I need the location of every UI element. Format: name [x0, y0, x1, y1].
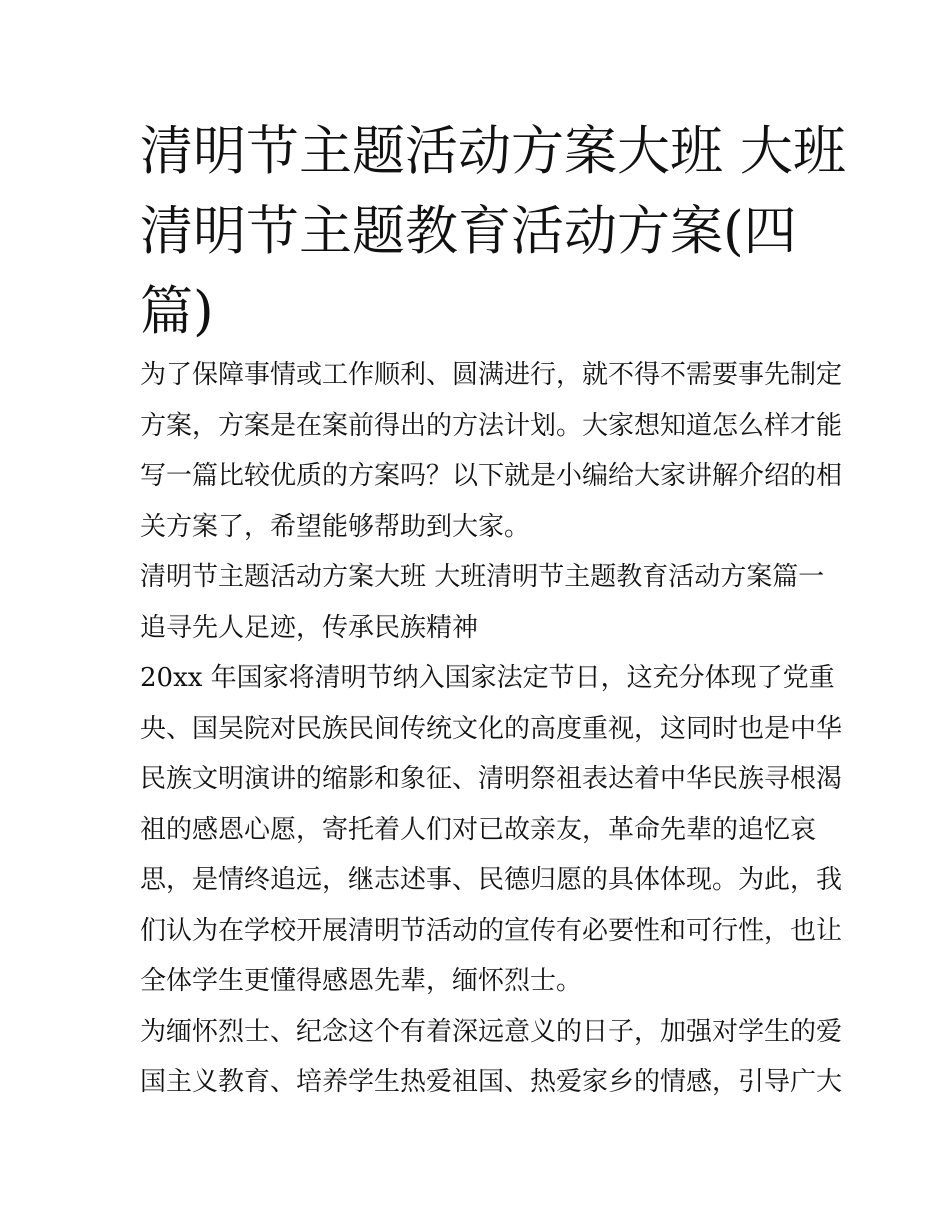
body-line: 方案，方案是在案前得出的方法计划。大家想知道怎么样才能	[140, 410, 843, 441]
document-body	[140, 350, 843, 1108]
body-line: 民族文明演讲的缩影和象征、清明祭祖表达着中华民族寻根渴	[140, 764, 843, 794]
body-line: 追寻先人足迹，传承民族精神	[140, 612, 479, 643]
title-line: 清明节主题活动方案大班 大班	[140, 121, 846, 182]
body-line: 祖的感恩心愿，寄托着人们对已故亲友，革命先辈的追忆哀	[140, 814, 817, 845]
body-line: 全体学生更懂得感恩先辈，缅怀烈士。	[140, 966, 583, 996]
body-line: 写一篇比较优质的方案吗？以下就是小编给大家讲解介绍的相	[140, 461, 843, 491]
body-line: 国主义教育、培养学生热爱祖国、热爱家乡的情感，引导广大	[140, 1067, 843, 1097]
body-line: 为缅怀烈士、纪念这个有着深远意义的日子，加强对学生的爱	[140, 1016, 843, 1047]
body-line: 思，是情终追远，继志述事、民德归愿的具体体现。为此，我	[140, 865, 843, 895]
body-line: 20xx 年国家将清明节纳入国家法定节日，这充分体现了党重	[140, 663, 835, 693]
title-line: 清明节主题教育活动方案(四	[140, 201, 797, 262]
body-line: 关方案了，希望能够帮助到大家。	[140, 511, 531, 542]
body-line: 央、国吴院对民族民间传统文化的高度重视，这同时也是中华	[140, 713, 843, 744]
body-line: 们认为在学校开展清明节活动的宣传有必要性和可行性，也让	[140, 915, 843, 946]
body-line: 清明节主题活动方案大班 大班清明节主题教育活动方案篇一	[140, 562, 825, 592]
document-title	[140, 112, 846, 352]
body-line: 为了保障事情或工作顺利、圆满进行，就不得不需要事先制定	[140, 360, 843, 390]
title-line: 篇)	[140, 281, 214, 342]
